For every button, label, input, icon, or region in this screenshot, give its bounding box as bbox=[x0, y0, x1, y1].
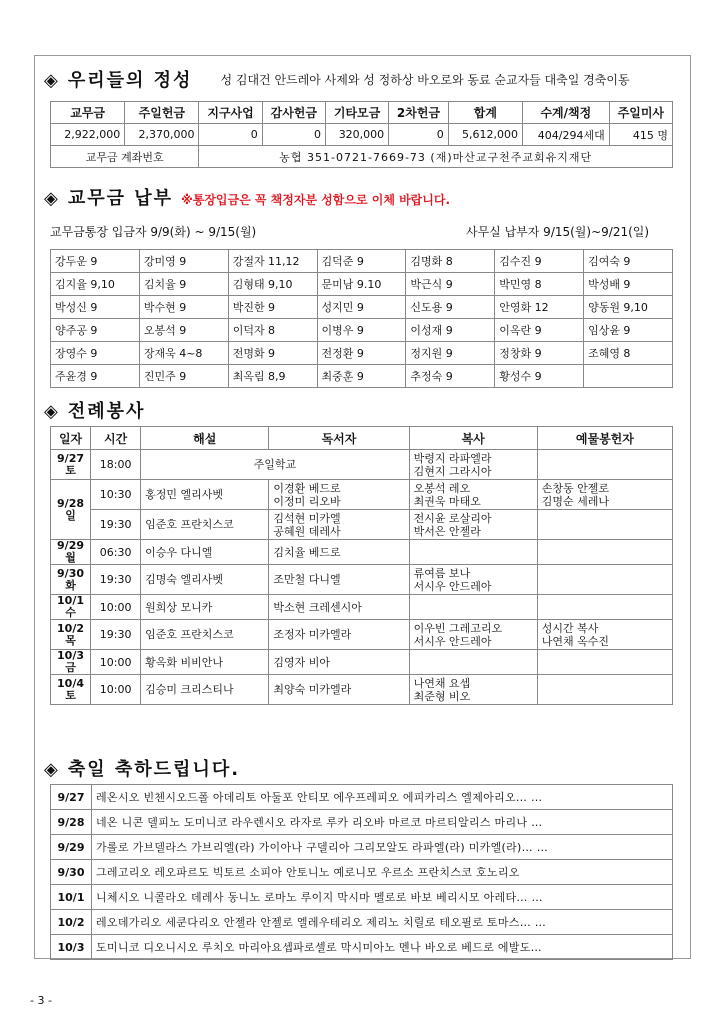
liturgy-time bbox=[91, 450, 141, 480]
offerings-value: 415 명 bbox=[609, 124, 672, 146]
liturgy-time-line: 10:00 bbox=[99, 655, 132, 669]
dues-cell: 양주공 9 bbox=[51, 319, 140, 342]
offerings-header: 교무금 bbox=[51, 102, 125, 124]
dues-cell: 문미남 9.10 bbox=[317, 273, 406, 296]
feast-names: 도미니코 디오니시오 루치오 마리아요셉파로셀로 막시미아노 멘나 바오로 베드로 에발도… bbox=[92, 935, 673, 960]
liturgy-header: 일자 bbox=[51, 427, 91, 450]
liturgy-server-line: 최권욱 마태오 bbox=[413, 494, 481, 508]
liturgy-merged bbox=[141, 450, 409, 480]
dues-row bbox=[51, 250, 673, 273]
dues-note: ※통장입금은 꼭 책정자분 성함으로 이체 바랍니다. bbox=[181, 193, 451, 207]
dues-cell: 김수진 9 bbox=[495, 250, 584, 273]
diamond-icon: ◈ bbox=[44, 70, 58, 91]
liturgy-offertory-line: 나연채 옥수진 bbox=[541, 634, 610, 648]
liturgy-row bbox=[51, 480, 673, 510]
liturgy-offertory bbox=[537, 620, 672, 650]
dues-cell: 이성재 9 bbox=[406, 319, 495, 342]
dues-row bbox=[51, 296, 673, 319]
offerings-value: 320,000 bbox=[325, 124, 388, 146]
liturgy-reader bbox=[269, 595, 409, 620]
liturgy-time bbox=[91, 510, 141, 540]
offerings-value: 2,370,000 bbox=[125, 124, 199, 146]
liturgy-reader-line: 공혜원 데레사 bbox=[273, 524, 341, 538]
liturgy-time bbox=[91, 675, 141, 705]
feast-names: 레온시오 빈첸시오드폴 아데리토 아둘포 안티모 에우프레피오 에피카리스 엘제아리오… … bbox=[92, 785, 673, 810]
liturgy-row bbox=[51, 540, 673, 565]
feast-date: 9/30 bbox=[51, 860, 92, 885]
liturgy-row bbox=[51, 595, 673, 620]
liturgy-offertory bbox=[537, 675, 672, 705]
liturgy-reader bbox=[269, 650, 409, 675]
liturgy-row bbox=[51, 565, 673, 595]
liturgy-reader bbox=[269, 540, 409, 565]
liturgy-row bbox=[51, 450, 673, 480]
dues-cell: 황성수 9 bbox=[495, 365, 584, 388]
liturgy-date bbox=[51, 675, 91, 705]
bank-period: 교무금통장 입금자 9/9(화) ~ 9/15(월) bbox=[50, 225, 257, 239]
liturgy-header: 해설 bbox=[141, 427, 269, 450]
liturgy-commentator bbox=[141, 480, 269, 510]
offerings-header: 감사헌금 bbox=[262, 102, 325, 124]
dues-row bbox=[51, 273, 673, 296]
offerings-table bbox=[50, 101, 673, 168]
dues-cell: 성지민 9 bbox=[317, 296, 406, 319]
dues-cell: 신도용 9 bbox=[406, 296, 495, 319]
section-liturgy-title: 전례봉사 bbox=[67, 401, 146, 422]
liturgy-reader bbox=[269, 675, 409, 705]
dues-cell: 김치율 9 bbox=[139, 273, 228, 296]
diamond-icon: ◈ bbox=[44, 188, 58, 209]
liturgy-date bbox=[51, 565, 91, 595]
liturgy-date-weekday: 토 bbox=[65, 463, 76, 477]
dues-cell: 강두운 9 bbox=[51, 250, 140, 273]
liturgy-merged-line: 주일학교 bbox=[253, 458, 297, 471]
offerings-value-row bbox=[51, 124, 673, 146]
dues-cell: 조혜영 8 bbox=[584, 342, 673, 365]
liturgy-commentator-line: 김승미 크리스티나 bbox=[145, 683, 234, 696]
liturgy-time bbox=[91, 650, 141, 675]
liturgy-commentator-line: 황옥화 비비안나 bbox=[145, 655, 224, 669]
liturgy-date-weekday: 토 bbox=[65, 688, 76, 702]
liturgy-date bbox=[51, 620, 91, 650]
feast-names: 레오데가리오 세쿤다리오 안젤라 안젤로 엘레우테리오 제리노 치릴로 테오필로 토마스… … bbox=[92, 910, 673, 935]
liturgy-commentator bbox=[141, 510, 269, 540]
feast-date: 10/2 bbox=[51, 910, 92, 935]
office-period: 사무실 납부자 9/15(월)~9/21(일) bbox=[466, 225, 650, 239]
dues-cell: 추정숙 9 bbox=[406, 365, 495, 388]
section-offerings-heading bbox=[44, 66, 630, 92]
liturgy-commentator-line: 김명숙 엘리사벳 bbox=[145, 573, 224, 586]
liturgy-server-line: 김현지 그라시아 bbox=[413, 464, 492, 478]
liturgy-offertory bbox=[537, 540, 672, 565]
liturgy-server bbox=[409, 650, 537, 675]
liturgy-table bbox=[50, 426, 673, 705]
dues-cell: 전명화 9 bbox=[228, 342, 317, 365]
liturgy-server bbox=[409, 595, 537, 620]
liturgy-date-day: 10/1 bbox=[57, 594, 85, 607]
liturgy-commentator-line: 홍정민 엘리사벳 bbox=[145, 488, 224, 501]
dues-cell: 안영화 12 bbox=[495, 296, 584, 319]
dues-cell: 강미영 9 bbox=[139, 250, 228, 273]
offerings-value: 0 bbox=[389, 124, 449, 146]
liturgy-offertory bbox=[537, 650, 672, 675]
liturgy-reader-line: 김치율 베드로 bbox=[273, 545, 341, 559]
liturgy-row bbox=[51, 675, 673, 705]
dues-cell: 이병우 9 bbox=[317, 319, 406, 342]
liturgy-offertory bbox=[537, 565, 672, 595]
dues-cell bbox=[584, 365, 673, 388]
liturgy-time-line: 10:00 bbox=[99, 683, 132, 696]
feast-date: 10/3 bbox=[51, 935, 92, 960]
liturgy-time bbox=[91, 540, 141, 565]
liturgy-server bbox=[409, 620, 537, 650]
liturgy-reader-line: 김영자 비아 bbox=[273, 655, 330, 669]
liturgy-time-line: 10:00 bbox=[99, 600, 132, 614]
liturgy-time-line: 19:30 bbox=[99, 573, 132, 586]
liturgy-server bbox=[409, 565, 537, 595]
liturgy-time bbox=[91, 620, 141, 650]
feast-row bbox=[51, 785, 673, 810]
feast-names: 니체시오 니콜라오 데레사 동니노 로마노 루이지 막시마 멜로로 바보 베리시모 아레타… … bbox=[92, 885, 673, 910]
liturgy-commentator-line: 임준호 프란치스코 bbox=[145, 518, 234, 531]
liturgy-server-line: 이우빈 그레고리오 bbox=[413, 621, 503, 635]
dues-cell: 정창화 9 bbox=[495, 342, 584, 365]
offerings-value: 0 bbox=[262, 124, 325, 146]
dues-cell: 강절자 11,12 bbox=[228, 250, 317, 273]
liturgy-date-day: 10/2 bbox=[57, 621, 85, 635]
dues-cell: 양동원 9,10 bbox=[584, 296, 673, 319]
liturgy-server-line: 박서은 안젤라 bbox=[413, 524, 481, 538]
offerings-header: 주일미사 bbox=[609, 102, 672, 124]
account-value: 농협 351-0721-7669-73 (재)마산교구천주교회유지재단 bbox=[199, 146, 673, 168]
liturgy-header: 예물봉헌자 bbox=[537, 427, 672, 450]
dues-cell: 주윤경 9 bbox=[51, 365, 140, 388]
liturgy-reader-line: 최양숙 미카엘라 bbox=[273, 683, 352, 696]
offerings-header: 주일헌금 bbox=[125, 102, 199, 124]
liturgy-date-weekday: 화 bbox=[65, 578, 76, 592]
section-feast-title: 축일 축하드립니다. bbox=[67, 759, 241, 780]
dues-cell: 오봉석 9 bbox=[139, 319, 228, 342]
feast-row bbox=[51, 885, 673, 910]
liturgy-time bbox=[91, 595, 141, 620]
feast-row bbox=[51, 910, 673, 935]
liturgy-offertory bbox=[537, 510, 672, 540]
offerings-header: 합계 bbox=[448, 102, 522, 124]
liturgy-row bbox=[51, 510, 673, 540]
dues-cell: 김덕준 9 bbox=[317, 250, 406, 273]
dues-table bbox=[50, 249, 673, 388]
liturgy-offertory bbox=[537, 450, 672, 480]
dues-cell: 김여숙 9 bbox=[584, 250, 673, 273]
liturgy-date bbox=[51, 450, 91, 480]
liturgy-header-row bbox=[51, 427, 673, 450]
liturgy-offertory bbox=[537, 595, 672, 620]
dues-cell: 김명화 8 bbox=[406, 250, 495, 273]
liturgy-reader-line: 조정자 미카엘라 bbox=[273, 628, 352, 641]
liturgy-reader bbox=[269, 480, 409, 510]
feast-names: 네온 니콘 델피노 도미니코 라우렌시오 라자로 루카 리오바 마르코 마르티알리스 마리나 … bbox=[92, 810, 673, 835]
dues-cell: 김지율 9,10 bbox=[51, 273, 140, 296]
offerings-header-row bbox=[51, 102, 673, 124]
offerings-header: 지구사업 bbox=[199, 102, 262, 124]
liturgy-reader bbox=[269, 565, 409, 595]
liturgy-offertory bbox=[537, 480, 672, 510]
liturgy-date bbox=[51, 650, 91, 675]
liturgy-reader-line: 이정미 리오바 bbox=[273, 494, 341, 508]
liturgy-date-weekday: 일 bbox=[65, 508, 76, 522]
feast-row bbox=[51, 810, 673, 835]
liturgy-commentator bbox=[141, 565, 269, 595]
offerings-header: 수계/책정 bbox=[522, 102, 609, 124]
feast-row bbox=[51, 935, 673, 960]
feast-date: 9/28 bbox=[51, 810, 92, 835]
liturgy-commentator-line: 이승우 다니엘 bbox=[145, 545, 213, 559]
liturgy-reader-line: 박소현 크레센시아 bbox=[273, 600, 362, 614]
dues-cell: 박근식 9 bbox=[406, 273, 495, 296]
dues-cell: 박성신 9 bbox=[51, 296, 140, 319]
liturgy-date-day: 10/3 bbox=[57, 649, 85, 662]
liturgy-date-day: 10/4 bbox=[57, 676, 85, 690]
liturgy-server-line: 류여름 보나 bbox=[413, 566, 471, 580]
liturgy-commentator bbox=[141, 620, 269, 650]
liturgy-row bbox=[51, 620, 673, 650]
section-feast-heading bbox=[44, 755, 240, 781]
liturgy-time-line: 18:00 bbox=[99, 458, 132, 471]
liturgy-server bbox=[409, 675, 537, 705]
feast-row bbox=[51, 835, 673, 860]
dues-cell: 박성배 9 bbox=[584, 273, 673, 296]
feast-table bbox=[50, 784, 673, 960]
dues-row bbox=[51, 365, 673, 388]
section-offerings-title: 우리들의 정성 bbox=[67, 70, 193, 91]
liturgy-date bbox=[51, 480, 91, 540]
liturgy-offertory-line: 성시간 복사 bbox=[541, 621, 599, 635]
section-dues-title: 교무금 납부 bbox=[67, 188, 174, 209]
liturgy-commentator-line: 임준호 프란치스코 bbox=[145, 628, 234, 641]
liturgy-header: 독서자 bbox=[269, 427, 409, 450]
liturgy-date-day: 9/28 bbox=[57, 496, 85, 510]
liturgy-offertory-line: 손창동 안젤로 bbox=[541, 481, 610, 495]
liturgy-date-day: 9/27 bbox=[57, 451, 85, 465]
account-row bbox=[51, 146, 673, 168]
liturgy-reader bbox=[269, 510, 409, 540]
feast-row bbox=[51, 860, 673, 885]
liturgy-time bbox=[91, 565, 141, 595]
dues-row bbox=[51, 319, 673, 342]
feast-date: 9/27 bbox=[51, 785, 92, 810]
dues-cell: 전정환 9 bbox=[317, 342, 406, 365]
dues-cell: 진민주 9 bbox=[139, 365, 228, 388]
liturgy-reader-line: 김석현 미카엘 bbox=[273, 511, 341, 525]
liturgy-server-line: 서시우 안드레아 bbox=[413, 579, 492, 593]
dues-cell: 장영수 9 bbox=[51, 342, 140, 365]
liturgy-time bbox=[91, 480, 141, 510]
liturgy-time-line: 06:30 bbox=[99, 545, 132, 559]
dues-cell: 임상윤 9 bbox=[584, 319, 673, 342]
dues-cell: 박민영 8 bbox=[495, 273, 584, 296]
dues-cell: 이덕자 8 bbox=[228, 319, 317, 342]
liturgy-header: 복사 bbox=[409, 427, 537, 450]
liturgy-time-line: 10:30 bbox=[99, 488, 132, 501]
page-number: - 3 - bbox=[30, 994, 52, 1007]
diamond-icon: ◈ bbox=[44, 759, 58, 780]
offerings-value: 2,922,000 bbox=[51, 124, 125, 146]
liturgy-server bbox=[409, 480, 537, 510]
liturgy-date bbox=[51, 540, 91, 565]
section-offerings-subtitle: 성 김대건 안드레아 사제와 성 정하상 바오로와 동료 순교자들 대축일 경축이동 bbox=[220, 73, 630, 87]
offerings-value: 0 bbox=[199, 124, 262, 146]
liturgy-commentator bbox=[141, 540, 269, 565]
dues-cell: 최옥림 8,9 bbox=[228, 365, 317, 388]
liturgy-header: 시간 bbox=[91, 427, 141, 450]
dues-cell: 박진한 9 bbox=[228, 296, 317, 319]
section-dues-heading bbox=[44, 184, 450, 210]
dues-cell: 정지원 9 bbox=[406, 342, 495, 365]
liturgy-reader-line: 조만철 다니엘 bbox=[273, 573, 341, 586]
offerings-header: 기타모금 bbox=[325, 102, 388, 124]
dues-cell: 박수현 9 bbox=[139, 296, 228, 319]
liturgy-server-line: 서시우 안드레아 bbox=[413, 634, 492, 648]
liturgy-server-line: 최준형 비오 bbox=[413, 689, 471, 703]
liturgy-date bbox=[51, 595, 91, 620]
liturgy-date-day: 9/29 bbox=[57, 539, 85, 552]
offerings-value: 404/294세대 bbox=[522, 124, 609, 146]
liturgy-server-line: 전시윤 로살리아 bbox=[413, 511, 492, 525]
liturgy-date-weekday: 금 bbox=[65, 661, 76, 674]
liturgy-row bbox=[51, 650, 673, 675]
liturgy-server bbox=[409, 450, 537, 480]
liturgy-server bbox=[409, 540, 537, 565]
feast-date: 10/1 bbox=[51, 885, 92, 910]
liturgy-date-weekday: 수 bbox=[65, 606, 76, 619]
offerings-value: 5,612,000 bbox=[448, 124, 522, 146]
feast-date: 9/29 bbox=[51, 835, 92, 860]
liturgy-server-line: 나연채 요셉 bbox=[413, 676, 471, 690]
liturgy-time-line: 19:30 bbox=[99, 628, 132, 641]
liturgy-commentator bbox=[141, 650, 269, 675]
dues-cell: 장재욱 4~8 bbox=[139, 342, 228, 365]
account-label: 교무금 계좌번호 bbox=[51, 146, 199, 168]
dues-cell: 최중훈 9 bbox=[317, 365, 406, 388]
liturgy-commentator bbox=[141, 595, 269, 620]
liturgy-reader bbox=[269, 620, 409, 650]
dues-cell: 이옥란 9 bbox=[495, 319, 584, 342]
liturgy-time-line: 19:30 bbox=[99, 518, 132, 531]
liturgy-commentator-line: 원희상 모니카 bbox=[145, 600, 213, 614]
liturgy-date-weekday: 목 bbox=[65, 633, 76, 647]
liturgy-date-weekday: 월 bbox=[65, 551, 76, 564]
section-liturgy-heading bbox=[44, 397, 145, 423]
liturgy-offertory-line: 김명순 세레나 bbox=[541, 494, 610, 508]
feast-names: 그레고리오 레오파르도 빅토르 소피아 안토니노 예로니모 우르소 프란치스코 호노리오 bbox=[92, 860, 673, 885]
diamond-icon: ◈ bbox=[44, 401, 58, 422]
liturgy-server-line: 박령지 라파엘라 bbox=[413, 451, 492, 465]
liturgy-server bbox=[409, 510, 537, 540]
dues-cell: 김형태 9,10 bbox=[228, 273, 317, 296]
offerings-header: 2차헌금 bbox=[389, 102, 449, 124]
liturgy-reader-line: 이경환 베드로 bbox=[273, 481, 341, 495]
liturgy-server-line: 오봉석 레오 bbox=[413, 481, 471, 495]
dues-row bbox=[51, 342, 673, 365]
liturgy-date-day: 9/30 bbox=[57, 566, 85, 580]
feast-names: 가롤로 가브델라스 가브리엘(라) 가이아나 구델리아 그리모알도 라파엘(라) 미카엘(라)… … bbox=[92, 835, 673, 860]
liturgy-commentator bbox=[141, 675, 269, 705]
